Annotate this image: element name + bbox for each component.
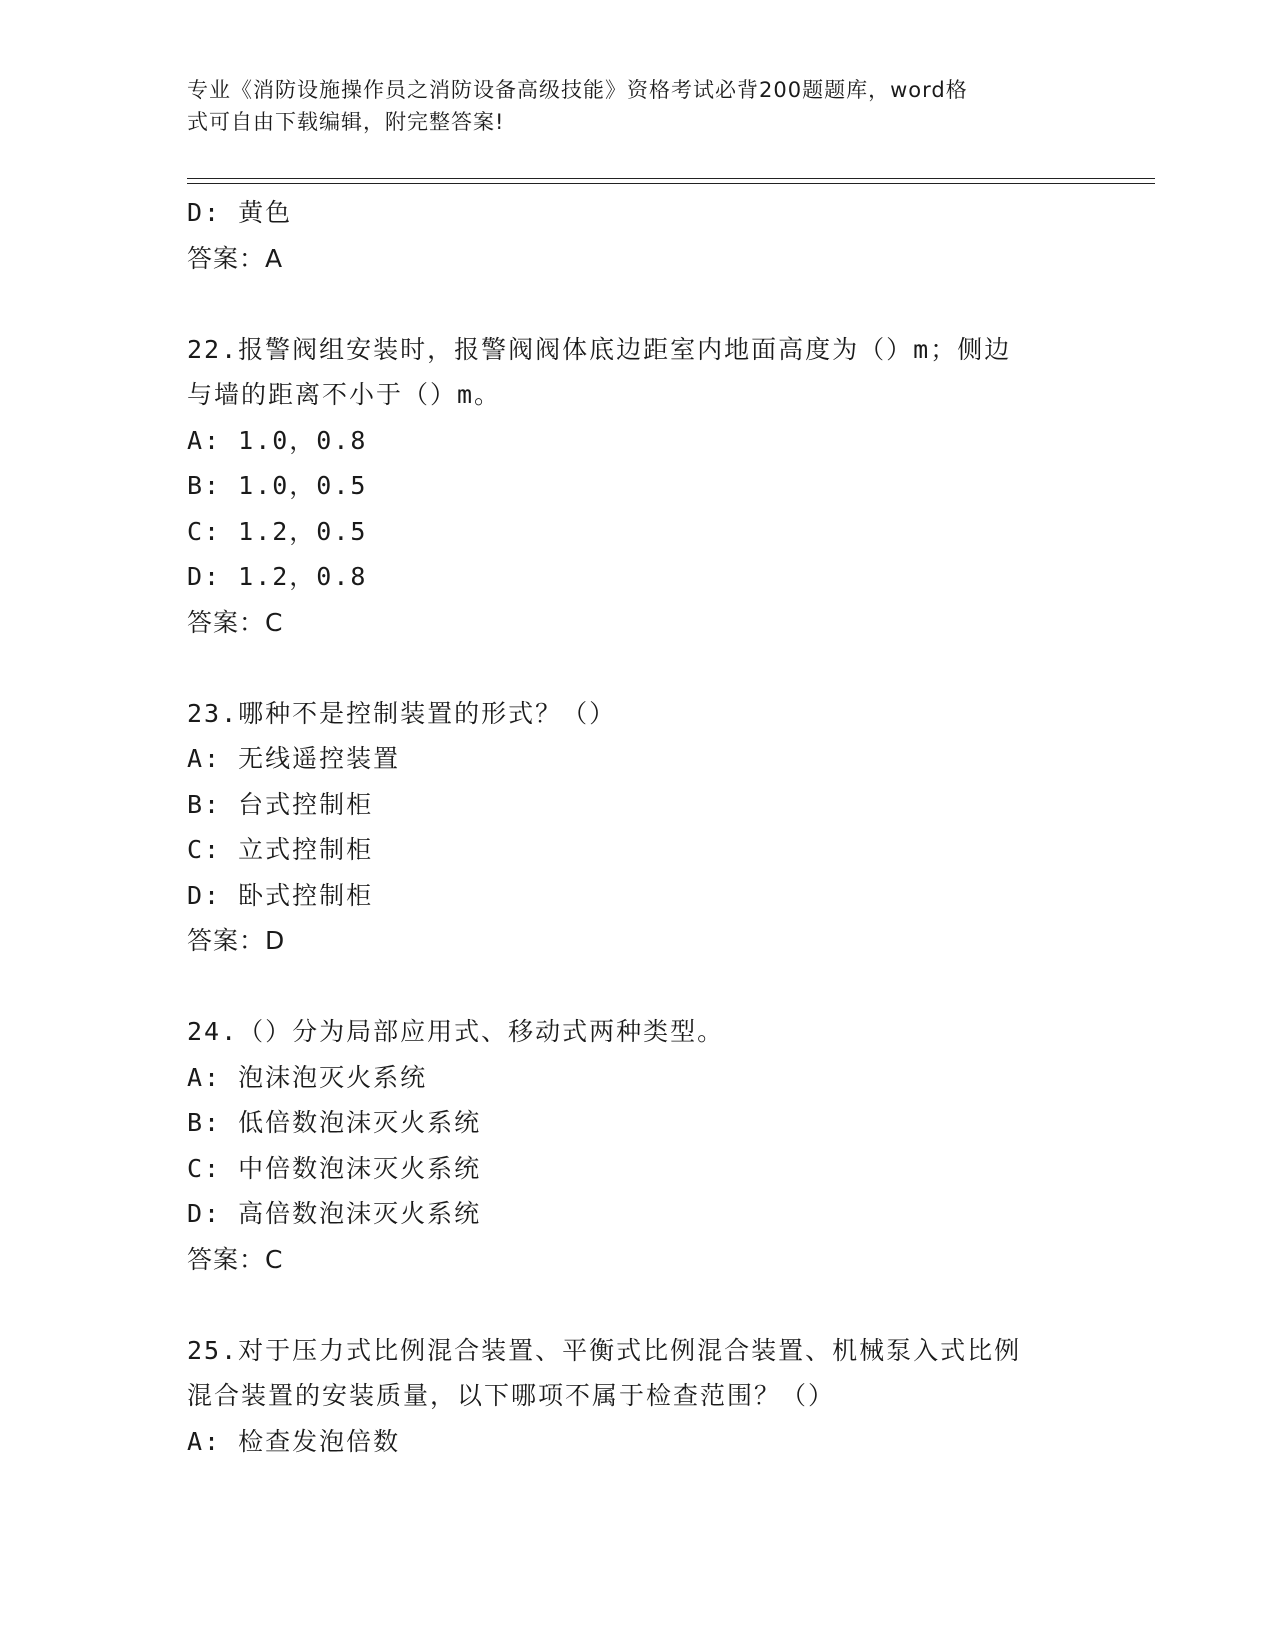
header-line-1: 专业《消防设施操作员之消防设备高级技能》资格考试必背200题题库，word格 xyxy=(187,78,968,102)
option-d: D: 高倍数泡沫灭火系统 xyxy=(187,1199,482,1228)
question-24 xyxy=(187,1009,1107,1282)
answer: 答案：A xyxy=(187,243,284,273)
answer: 答案：C xyxy=(187,1244,284,1274)
spacer xyxy=(187,281,1107,327)
option-a: A: 检查发泡倍数 xyxy=(187,1426,401,1456)
option-a: A: 泡沫泡灭火系统 xyxy=(187,1062,428,1092)
option-a: A: 1.0，0.8 xyxy=(187,425,368,455)
option-d: D: 黄色 xyxy=(187,198,293,227)
header-divider-top xyxy=(187,178,1155,179)
question-text: 22.报警阀组安装时，报警阀阀体底边距室内地面高度为（）m；侧边 xyxy=(187,334,1012,364)
question-text-cont: 混合装置的安装质量，以下哪项不属于检查范围？（） xyxy=(187,1381,836,1410)
question-list xyxy=(187,190,1107,1464)
option-a: A: 无线遥控装置 xyxy=(187,744,401,773)
document-header xyxy=(187,74,1067,138)
option-c: C: 立式控制柜 xyxy=(187,835,374,864)
option-b: B: 低倍数泡沫灭火系统 xyxy=(187,1108,482,1137)
header-divider-bottom xyxy=(187,183,1155,184)
question-text: 24.（）分为局部应用式、移动式两种类型。 xyxy=(187,1017,725,1046)
option-d: D: 1.2，0.8 xyxy=(187,562,368,591)
answer: 答案：D xyxy=(187,926,286,955)
option-d: D: 卧式控制柜 xyxy=(187,880,374,910)
question-23 xyxy=(187,691,1107,964)
question-text: 23.哪种不是控制装置的形式？（） xyxy=(187,698,617,728)
option-c: C: 1.2，0.5 xyxy=(187,516,368,546)
spacer xyxy=(187,1282,1107,1328)
answer: 答案：C xyxy=(187,607,284,637)
spacer xyxy=(187,645,1107,691)
question-25 xyxy=(187,1328,1107,1465)
option-b: B: 1.0，0.5 xyxy=(187,471,368,500)
option-b: B: 台式控制柜 xyxy=(187,789,374,819)
question-text: 25.对于压力式比例混合装置、平衡式比例混合装置、机械泵入式比例 xyxy=(187,1335,1022,1365)
question-22 xyxy=(187,327,1107,646)
spacer xyxy=(187,964,1107,1010)
option-c: C: 中倍数泡沫灭火系统 xyxy=(187,1153,482,1183)
question-text-cont: 与墙的距离不小于（）m。 xyxy=(187,380,502,409)
header-line-2: 式可自由下载编辑，附完整答案! xyxy=(187,110,505,134)
